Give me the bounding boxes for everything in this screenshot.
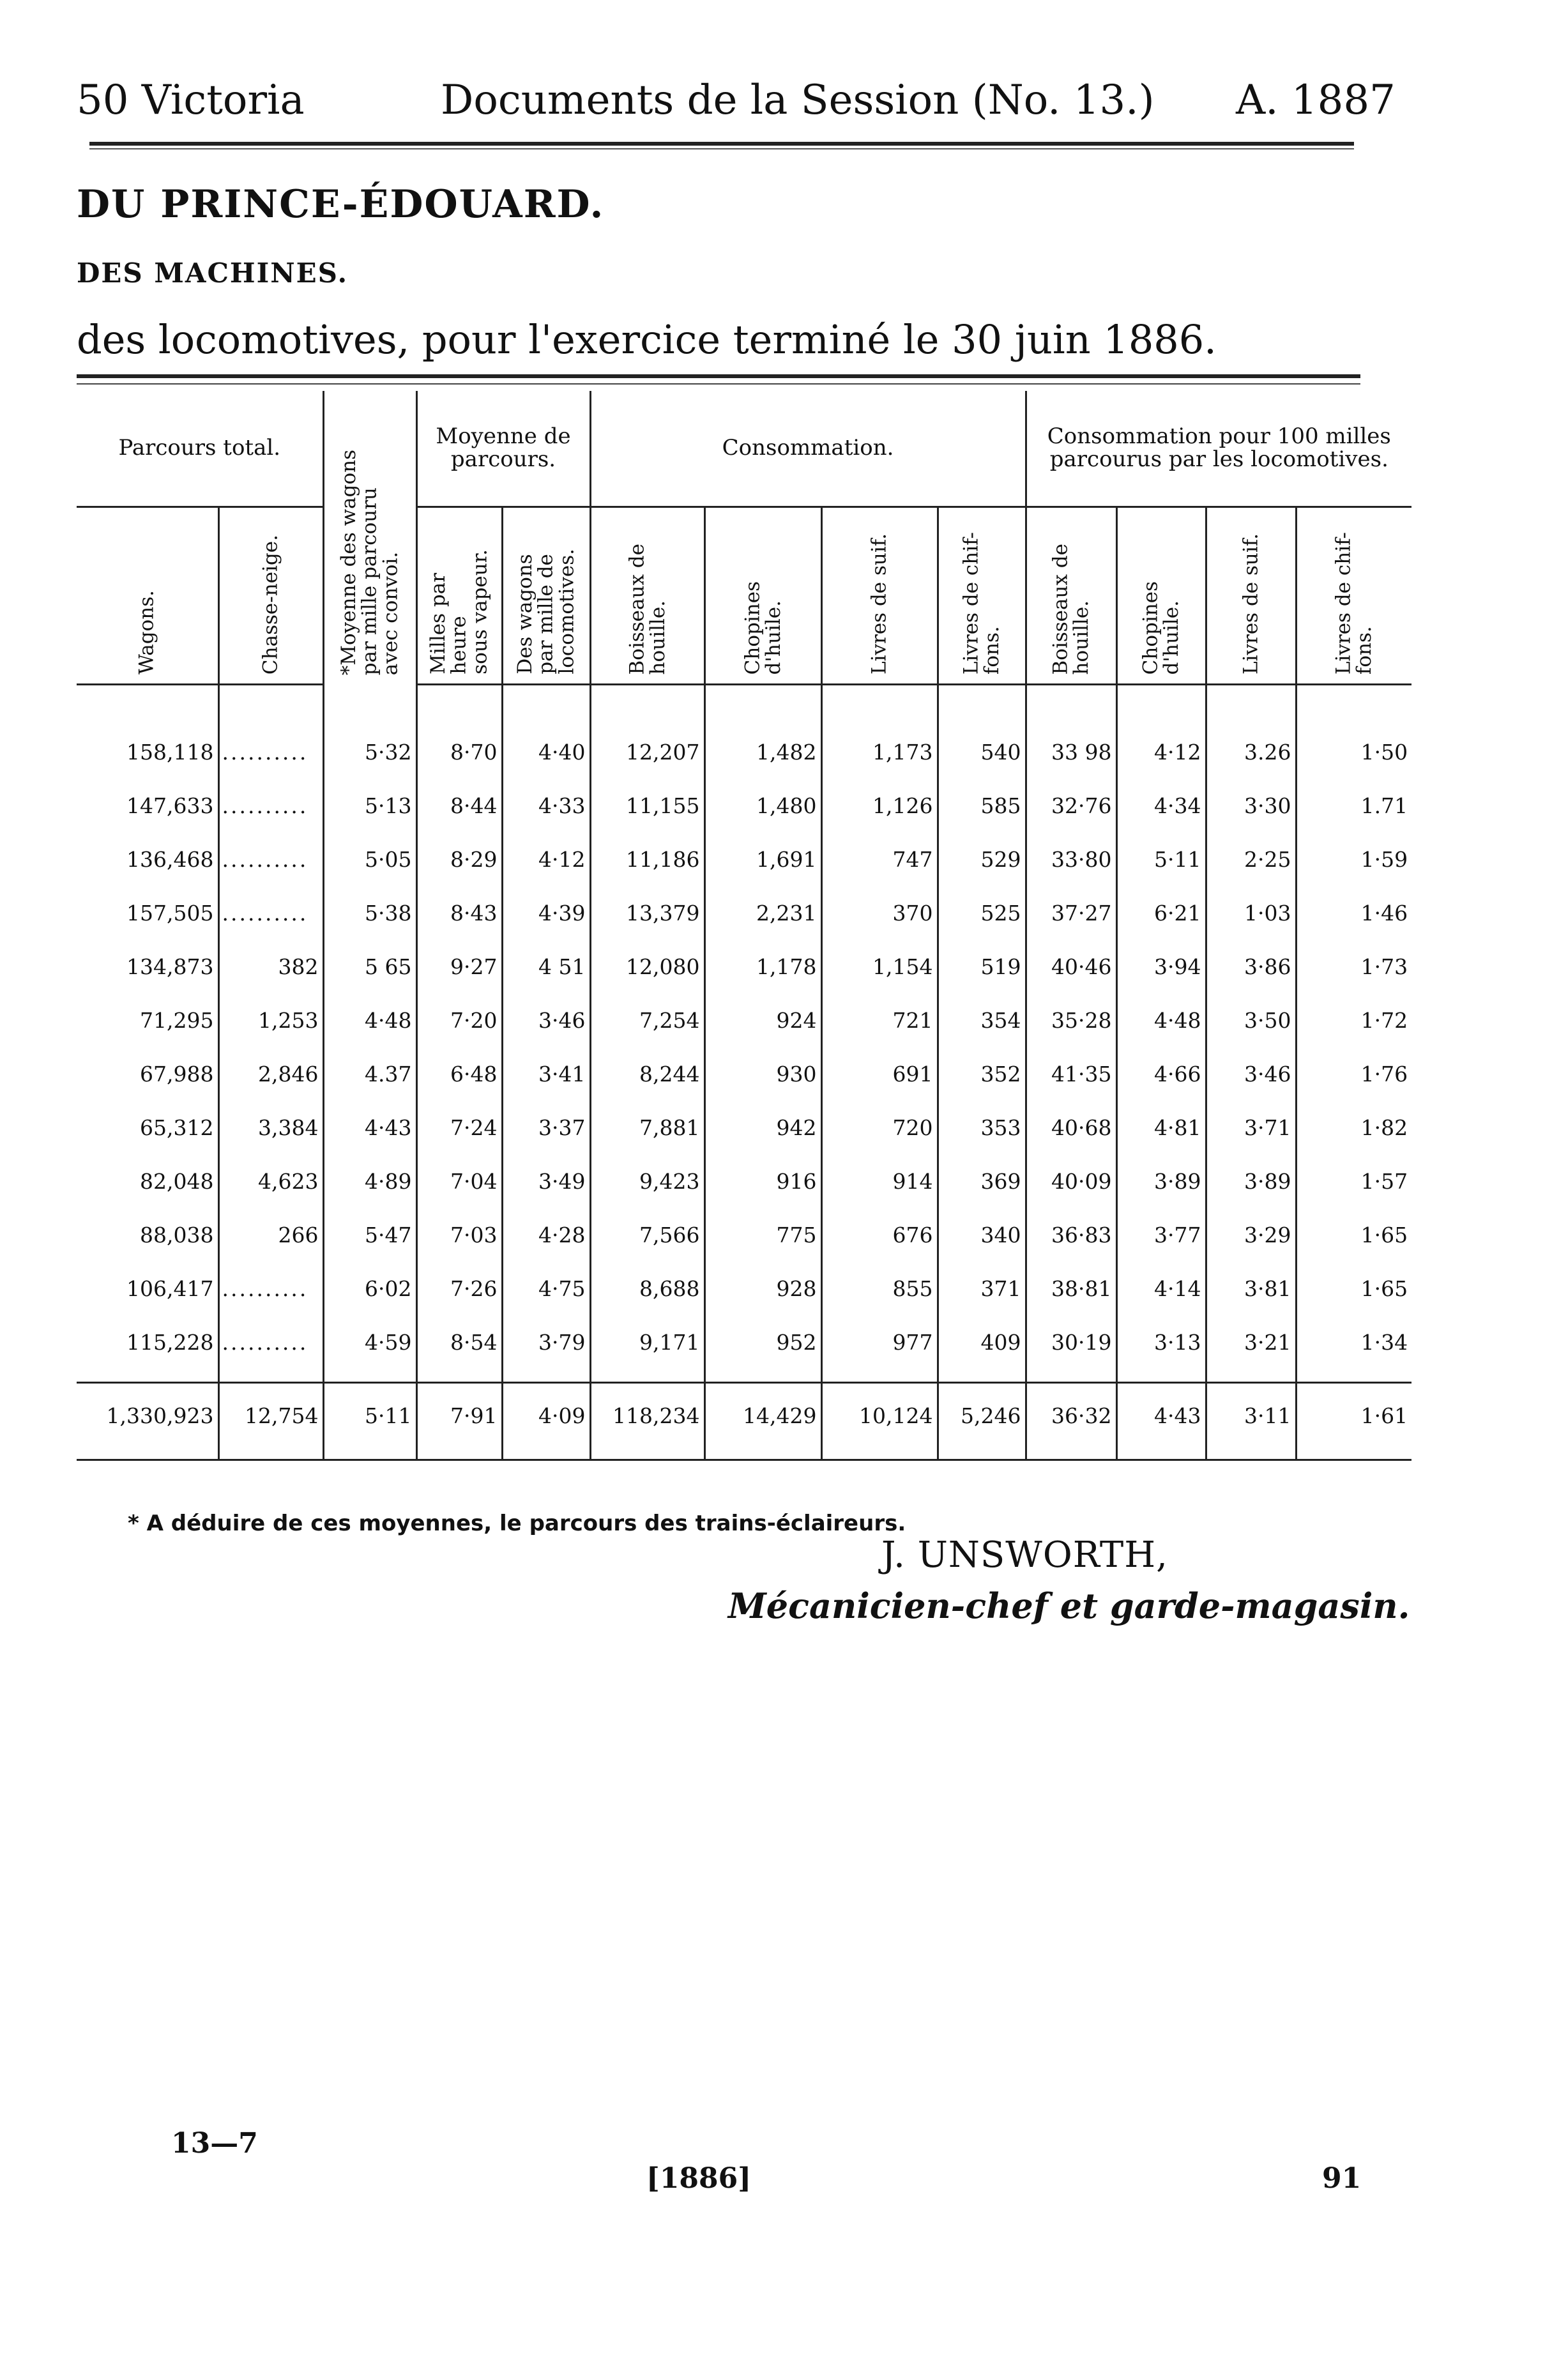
table-cell: 942 xyxy=(704,1101,821,1154)
table-cell: 1·59 xyxy=(1296,832,1411,886)
table-cell: 6·48 xyxy=(416,1047,502,1101)
table-cell: 2·25 xyxy=(1206,832,1296,886)
table-cell: 7,254 xyxy=(590,993,704,1047)
table-cell: 353 xyxy=(938,1101,1026,1154)
table-cell: 340 xyxy=(938,1208,1026,1262)
table-cell: 4·59 xyxy=(323,1315,416,1369)
table-cell: 6·02 xyxy=(323,1262,416,1315)
signature-name: J. UNSWORTH, xyxy=(881,1534,1168,1576)
table-cell: 369 xyxy=(938,1154,1026,1208)
header-right: A. 1887 xyxy=(1236,77,1396,124)
table-cell: 106,417 xyxy=(126,1276,214,1301)
table-cell: 4.37 xyxy=(323,1047,416,1101)
table-cell: .......... xyxy=(218,1262,323,1315)
col-livres-chiffons-100: Livres de chif- fons. xyxy=(1296,507,1411,685)
table-cell: 33·80 xyxy=(1026,832,1116,886)
table-cell: 1·82 xyxy=(1296,1101,1411,1154)
table-cell: 1,691 xyxy=(704,832,821,886)
total-cell: 36·32 xyxy=(1026,1383,1116,1448)
table-cell: 4·33 xyxy=(502,779,590,832)
table-body xyxy=(77,685,1411,1460)
col-livres-suif-100: Livres de suif. xyxy=(1206,507,1296,685)
table-cell: 8·54 xyxy=(416,1315,502,1369)
table-cell: 8·29 xyxy=(416,832,502,886)
table-cell: 371 xyxy=(938,1262,1026,1315)
table-cell: 4·12 xyxy=(1116,725,1206,779)
table-cell: 4·48 xyxy=(323,993,416,1047)
table-row xyxy=(77,886,1411,940)
table-cell: 5·38 xyxy=(323,886,416,940)
table-cell: 930 xyxy=(704,1047,821,1101)
group-parcours-total: Parcours total. xyxy=(77,391,323,507)
table-cell: 7·24 xyxy=(416,1101,502,1154)
table-cell: 147,633 xyxy=(126,793,214,818)
table-cell: 1·73 xyxy=(1296,940,1411,993)
table-cell: .......... xyxy=(218,725,323,779)
table-cell: 8,688 xyxy=(590,1262,704,1315)
table-cell: .......... xyxy=(218,1315,323,1369)
section-subtitle: DES MACHINES. xyxy=(77,257,349,289)
col-boisseaux: Boisseaux de houille. xyxy=(590,507,704,685)
table-row xyxy=(77,993,1411,1047)
table-cell: 40·09 xyxy=(1026,1154,1116,1208)
table-cell: 35·28 xyxy=(1026,993,1116,1047)
table-cell: 3·37 xyxy=(502,1101,590,1154)
table-cell: 3·41 xyxy=(502,1047,590,1101)
table-cell: .......... xyxy=(218,832,323,886)
table-cell: 3·71 xyxy=(1206,1101,1296,1154)
table-cell: 3·21 xyxy=(1206,1315,1296,1369)
table-cell: 11,155 xyxy=(590,779,704,832)
table-cell: 7·26 xyxy=(416,1262,502,1315)
table-cell: 3,384 xyxy=(218,1101,323,1154)
group-consommation-100: Consommation pour 100 milles parcourus par les locomotives. xyxy=(1026,391,1411,507)
table-cell: 1,178 xyxy=(704,940,821,993)
table-cell: 1,126 xyxy=(821,779,938,832)
table-cell: 409 xyxy=(938,1315,1026,1369)
table-cell: 5·32 xyxy=(323,725,416,779)
table-cell: 676 xyxy=(821,1208,938,1262)
table-cell: 914 xyxy=(821,1154,938,1208)
table-cell: 1·34 xyxy=(1296,1315,1411,1369)
table-cell: 352 xyxy=(938,1047,1026,1101)
table-cell: 5·11 xyxy=(1116,832,1206,886)
table-cell: 382 xyxy=(218,940,323,993)
header-left: 50 Victoria xyxy=(77,77,305,124)
total-cell: 4·09 xyxy=(502,1383,590,1448)
table-cell: 3·89 xyxy=(1116,1154,1206,1208)
table-cell: 88,038 xyxy=(140,1222,214,1247)
table-cell: 952 xyxy=(704,1315,821,1369)
table-cell: 3·89 xyxy=(1206,1154,1296,1208)
table-cell: 38·81 xyxy=(1026,1262,1116,1315)
table-cell: 916 xyxy=(704,1154,821,1208)
table-cell: 3·30 xyxy=(1206,779,1296,832)
table-cell: 855 xyxy=(821,1262,938,1315)
table-cell: 1,253 xyxy=(218,993,323,1047)
table-row xyxy=(77,1047,1411,1101)
group-consommation: Consommation. xyxy=(590,391,1026,507)
table-cell: 1·72 xyxy=(1296,993,1411,1047)
table-cell: 3·77 xyxy=(1116,1208,1206,1262)
section-title: DU PRINCE-ÉDOUARD. xyxy=(77,182,605,227)
table-cell: 4·14 xyxy=(1116,1262,1206,1315)
table-cell: 4 51 xyxy=(502,940,590,993)
table-cell: 691 xyxy=(821,1047,938,1101)
table-cell: 7·20 xyxy=(416,993,502,1047)
table-cell: 3·79 xyxy=(502,1315,590,1369)
table-cell: 928 xyxy=(704,1262,821,1315)
table-cell: 11,186 xyxy=(590,832,704,886)
table-cell: 32·76 xyxy=(1026,779,1116,832)
table-cell: 2,231 xyxy=(704,886,821,940)
table-cell: 9,423 xyxy=(590,1154,704,1208)
total-cell: 1,330,923 xyxy=(106,1403,214,1428)
table-cell: 7·03 xyxy=(416,1208,502,1262)
table-cell: 9·27 xyxy=(416,940,502,993)
table-cell: 71,295 xyxy=(140,1007,214,1033)
header-rule xyxy=(89,142,1354,146)
table-cell: 1·57 xyxy=(1296,1154,1411,1208)
col-chopines: Chopines d'huile. xyxy=(704,507,821,685)
table-cell: 40·68 xyxy=(1026,1101,1116,1154)
table-cell: 720 xyxy=(821,1101,938,1154)
table-row xyxy=(77,725,1411,779)
table-cell: 519 xyxy=(938,940,1026,993)
table-cell: .......... xyxy=(218,779,323,832)
table-cell: 8·70 xyxy=(416,725,502,779)
table-cell: 5·47 xyxy=(323,1208,416,1262)
table-caption: des locomotives, pour l'exercice terminé le 30 juin 1886. xyxy=(77,316,1217,363)
header-center: Documents de la Session (No. 13.) xyxy=(441,77,1155,124)
table-cell: 5·13 xyxy=(323,779,416,832)
table-cell: 4·39 xyxy=(502,886,590,940)
table-cell: 266 xyxy=(218,1208,323,1262)
table-cell: 4·48 xyxy=(1116,993,1206,1047)
table-cell: 40·46 xyxy=(1026,940,1116,993)
table-cell: 4,623 xyxy=(218,1154,323,1208)
table-cell: 3·13 xyxy=(1116,1315,1206,1369)
col-chasse-neige: Chasse-neige. xyxy=(218,507,323,685)
table-cell: 775 xyxy=(704,1208,821,1262)
table-row xyxy=(77,1101,1411,1154)
table-cell: 1.71 xyxy=(1296,779,1411,832)
table-cell: 4·75 xyxy=(502,1262,590,1315)
table-cell: 9,171 xyxy=(590,1315,704,1369)
table-cell: 6·21 xyxy=(1116,886,1206,940)
table-row xyxy=(77,1262,1411,1315)
footer-year: [1886] xyxy=(646,2162,752,2195)
table-cell: 3·49 xyxy=(502,1154,590,1208)
total-cell: 14,429 xyxy=(704,1383,821,1448)
col-livres-suif: Livres de suif. xyxy=(821,507,938,685)
table-cell: 65,312 xyxy=(140,1115,214,1140)
table-cell: 4·81 xyxy=(1116,1101,1206,1154)
table-cell: 1·65 xyxy=(1296,1262,1411,1315)
col-milles-par-heure: Milles par heure sous vapeur. xyxy=(416,507,502,685)
table-cell: 13,379 xyxy=(590,886,704,940)
table-cell: 30·19 xyxy=(1026,1315,1116,1369)
col-boisseaux-100: Boisseaux de houille. xyxy=(1026,507,1116,685)
table-cell: 721 xyxy=(821,993,938,1047)
total-cell: 12,754 xyxy=(218,1383,323,1448)
table-cell: 136,468 xyxy=(126,846,214,872)
table-cell: 5·05 xyxy=(323,832,416,886)
table-row xyxy=(77,832,1411,886)
col-chopines-100: Chopines d'huile. xyxy=(1116,507,1206,685)
table-cell: 4·40 xyxy=(502,725,590,779)
footnote: * A déduire de ces moyennes, le parcours des trains-éclaireurs. xyxy=(128,1511,906,1536)
table-cell: 158,118 xyxy=(126,739,214,765)
header-rule-thin xyxy=(89,148,1354,149)
table-cell: 1·76 xyxy=(1296,1047,1411,1101)
table-cell: 370 xyxy=(821,886,938,940)
signature-title: Mécanicien-chef et garde-magasin. xyxy=(728,1585,1410,1626)
table-cell: 924 xyxy=(704,993,821,1047)
table-cell: 12,207 xyxy=(590,725,704,779)
total-cell: 5,246 xyxy=(938,1383,1026,1448)
table-cell: 977 xyxy=(821,1315,938,1369)
total-cell: 118,234 xyxy=(590,1383,704,1448)
table-cell: 67,988 xyxy=(140,1061,214,1087)
table-cell: 4·28 xyxy=(502,1208,590,1262)
table-cell: 529 xyxy=(938,832,1026,886)
table-cell: 41·35 xyxy=(1026,1047,1116,1101)
table-cell: 157,505 xyxy=(126,900,214,926)
locomotive-table xyxy=(77,391,1411,1461)
table-cell: .......... xyxy=(218,886,323,940)
table-cell: 3.26 xyxy=(1206,725,1296,779)
table-cell: 747 xyxy=(821,832,938,886)
table-cell: 3·50 xyxy=(1206,993,1296,1047)
table-row xyxy=(77,940,1411,993)
group-moyenne-parcours: Moyenne de parcours. xyxy=(416,391,590,507)
total-cell: 3·11 xyxy=(1206,1383,1296,1448)
table-row xyxy=(77,1208,1411,1262)
table-cell: 1·65 xyxy=(1296,1208,1411,1262)
footer-signature-mark: 13—7 xyxy=(171,2127,258,2160)
table-cell: 4·43 xyxy=(323,1101,416,1154)
table-cell: 540 xyxy=(938,725,1026,779)
table-cell: 3·46 xyxy=(1206,1047,1296,1101)
table-row xyxy=(77,1154,1411,1208)
total-cell: 10,124 xyxy=(821,1383,938,1448)
table-cell: 5 65 xyxy=(323,940,416,993)
table-cell: 1,482 xyxy=(704,725,821,779)
col-des-wagons: Des wagons par mille de locomotives. xyxy=(502,507,590,685)
table-cell: 1·03 xyxy=(1206,886,1296,940)
table-cell: 4·66 xyxy=(1116,1047,1206,1101)
col-wagons: Wagons. xyxy=(77,507,218,685)
table-cell: 37·27 xyxy=(1026,886,1116,940)
page-number: 91 xyxy=(1322,2162,1362,2195)
total-cell: 4·43 xyxy=(1116,1383,1206,1448)
table-cell: 1,173 xyxy=(821,725,938,779)
table-cell: 7,566 xyxy=(590,1208,704,1262)
table-cell: 36·83 xyxy=(1026,1208,1116,1262)
table-cell: 7·04 xyxy=(416,1154,502,1208)
table-row xyxy=(77,1315,1411,1369)
table-cell: 525 xyxy=(938,886,1026,940)
table-cell: 8·43 xyxy=(416,886,502,940)
table-cell: 1,480 xyxy=(704,779,821,832)
table-row xyxy=(77,779,1411,832)
table-cell: 8,244 xyxy=(590,1047,704,1101)
table-top-rule-thin xyxy=(77,383,1360,385)
table-top-rule xyxy=(77,374,1360,378)
table-cell: 585 xyxy=(938,779,1026,832)
table-cell: 82,048 xyxy=(140,1168,214,1194)
table-cell: 1,154 xyxy=(821,940,938,993)
table-cell: 12,080 xyxy=(590,940,704,993)
table-cell: 1·46 xyxy=(1296,886,1411,940)
table-cell: 1·50 xyxy=(1296,725,1411,779)
total-cell: 5·11 xyxy=(323,1383,416,1448)
table-cell: 3·86 xyxy=(1206,940,1296,993)
table-cell: 115,228 xyxy=(126,1329,214,1355)
table-cell: 134,873 xyxy=(126,954,214,979)
table-cell: 8·44 xyxy=(416,779,502,832)
table-cell: 3·46 xyxy=(502,993,590,1047)
col-livres-chiffons: Livres de chif- fons. xyxy=(938,507,1026,685)
table-cell: 33 98 xyxy=(1026,725,1116,779)
table-cell: 3·94 xyxy=(1116,940,1206,993)
table-cell: 3·81 xyxy=(1206,1262,1296,1315)
table-cell: 7,881 xyxy=(590,1101,704,1154)
table-total-row xyxy=(77,1383,1411,1448)
col-moyenne-wagons: *Moyenne des wagons par mille parcouru avec convoi. xyxy=(323,391,416,685)
total-cell: 1·61 xyxy=(1296,1383,1411,1448)
total-cell: 7·91 xyxy=(416,1383,502,1448)
table-cell: 4·12 xyxy=(502,832,590,886)
table-cell: 2,846 xyxy=(218,1047,323,1101)
table-cell: 4·89 xyxy=(323,1154,416,1208)
table-cell: 3·29 xyxy=(1206,1208,1296,1262)
table-cell: 354 xyxy=(938,993,1026,1047)
table-cell: 4·34 xyxy=(1116,779,1206,832)
